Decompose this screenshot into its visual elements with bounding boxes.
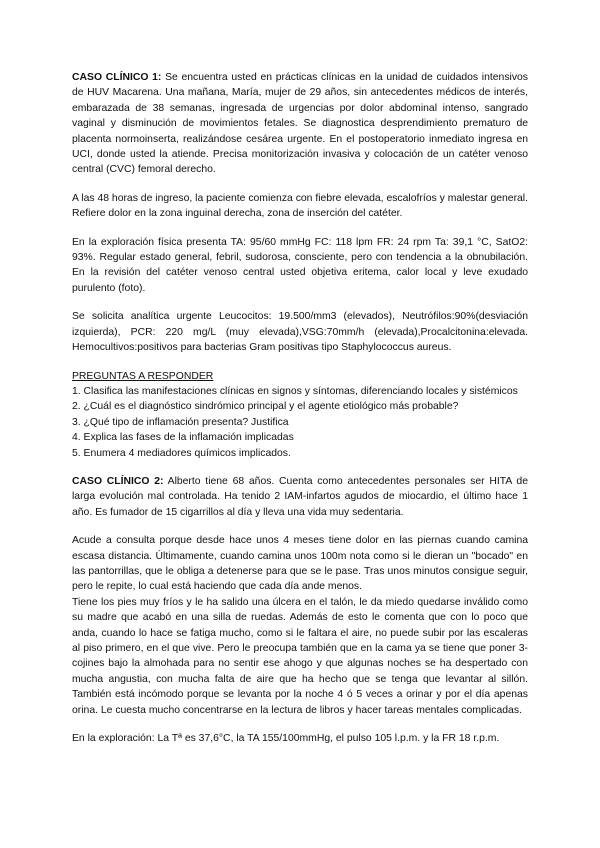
- question-item: 1. Clasifica las manifestaciones clínicas en signos y síntomas, diferenciando locales y sistémicos: [72, 385, 518, 397]
- case2-intro-text: Alberto tiene 68 años. Cuenta como antecedentes personales ser HITA de larga evolución mal controlada. Ha tenido 2 IAM-infartos agudos de miocardio, el último hace 1 año. Es fumador de 15 cigarrillos al día y lleva una vida muy sedentaria.: [72, 475, 528, 518]
- questions-heading: PREGUNTAS A RESPONDER: [72, 370, 214, 382]
- question-item: 4. Explica las fases de la inflamación implicadas: [72, 432, 294, 444]
- case2-label: CASO CLÍNICO 2:: [72, 475, 164, 487]
- case1-intro-text: Se encuentra usted en prácticas clínicas en la unidad de cuidados intensivos de HUV Macarena. Una mañana, María, mujer de 29 años, sin antecedentes médicos de interés, embarazada de 38 semanas, ingresada de urgencias por dolor abdominal intenso, sangrado vaginal y disminución de movimientos fetales. Se diagnostica desprendimiento prematuro de placenta normoinserta, realizándose cesárea urgente. En el postoperatorio inmediato ingresa en UCI, donde usted la atiende. Precisa monitorización invasiva y colocación de un catéter venoso central (CVC) femoral derecho.: [72, 72, 528, 176]
- case1-evolution: A las 48 horas de ingreso, la paciente comienza con fiebre elevada, escalofríos y malestar general. Refiere dolor en la zona inguinal derecha, zona de inserción del catéter.: [72, 192, 528, 220]
- question-item: 5. Enumera 4 mediadores químicos implicados.: [72, 447, 291, 459]
- case1-label: CASO CLÍNICO 1:: [72, 72, 162, 83]
- case2-exam: En la exploración: La Tª es 37,6°C, la TA 155/100mmHg, el pulso 105 l.p.m. y la FR 18 r.p.m.: [72, 733, 500, 745]
- case1-labs: Se solicita analítica urgente Leucocitos: 19.500/mm3 (elevados), Neutrófilos:90%(desviación izquierda), PCR: 220 mg/L (muy elevada),VSG:70mm/h (elevada),Procalcitonina:elevada. Hemocultivos:positivos para bacterias Gram positivas tipo Staphylococcus aureus.: [72, 311, 528, 354]
- document-body: [72, 70, 528, 759]
- question-item: 2. ¿Cuál es el diagnóstico sindrómico principal y el agente etiológico más probable?: [72, 401, 459, 413]
- case2-intro: [72, 474, 528, 520]
- case1-exam: En la exploración física presenta TA: 95/60 mmHg FC: 118 lpm FR: 24 rpm Ta: 39,1 °C, SatO2: 93%. Regular estado general, febril, sudorosa, consciente, pero con tendencia a la obnubilación. En la revisión del catéter venoso central usted objetiva eritema, calor local y leve exudado purulento (foto).: [72, 236, 528, 294]
- case2-symptoms: Tiene los pies muy fríos y le ha salido una úlcera en el talón, le da miedo quedarse inválido como su madre que acabó en una silla de ruedas. Además de esto le comenta que con lo poco que anda, cuando lo hace se fatiga mucho, como si le faltara el aire, no puede subir por las escaleras al piso primero, en el que vive. Pero le preocupa también que en la cama ya se tiene que poner 3-cojines bajo la almohada para no sentir ese ahogo y que algunas noches se ha despertado con mucha angustia, con mucha falta de aire que ha hecho que se tenga que levantar al sillón. También está incómodo porque se levanta por la noche 4 ó 5 veces a orinar y por el día apenas orina. Le cuesta mucho concentrarse en la lectura de libros y hacer tareas mentales complicadas.: [72, 596, 528, 716]
- case2-complaint: Acude a consulta porque desde hace unos 4 meses tiene dolor en las piernas cuando camina escasa distancia. Últimamente, cuando camina unos 100m nota como si le dieran un "bocado" en las pantorrillas, que le obliga a detenerse para que se le pase. Tras unos minutos consigue seguir, pero le repite, lo cual está haciendo que cada día ande menos.: [72, 535, 528, 593]
- question-item: 3. ¿Qué tipo de inflamación presenta? Justifica: [72, 416, 289, 428]
- questions-list: [72, 384, 528, 461]
- case1-intro: [72, 70, 528, 178]
